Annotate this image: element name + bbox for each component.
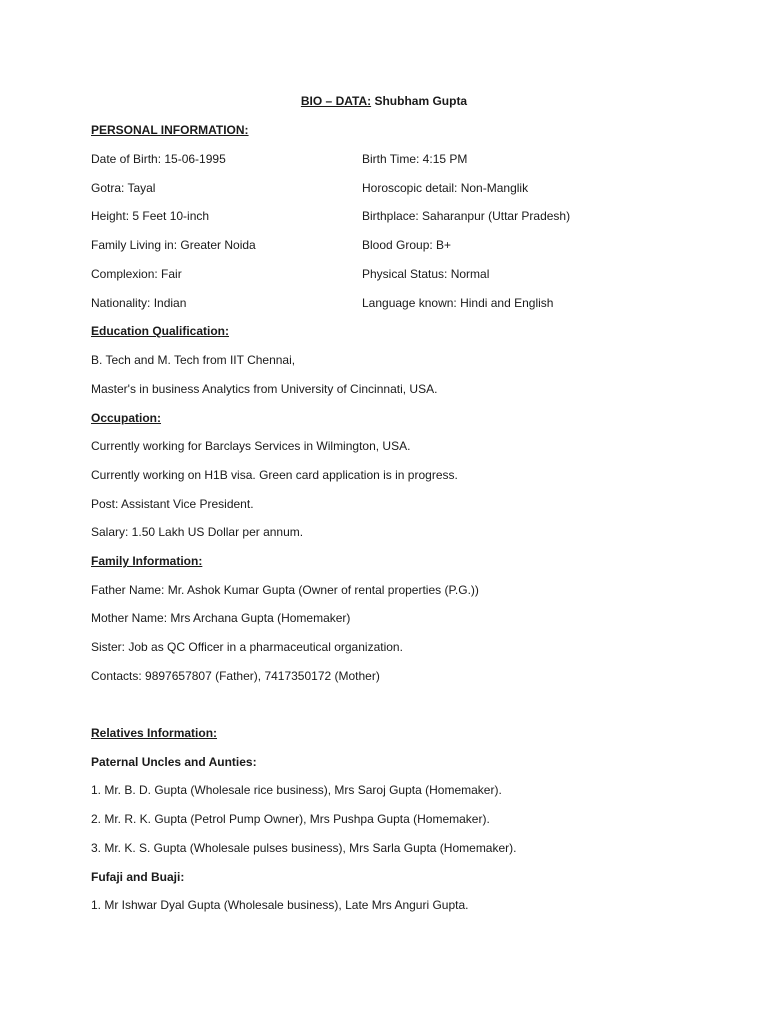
occupation-line: Currently working for Barclays Services in Wilmington, USA.: [91, 439, 411, 453]
family-line: Mother Name: Mrs Archana Gupta (Homemaker): [91, 611, 351, 625]
relative-line: 2. Mr. R. K. Gupta (Petrol Pump Owner), Mrs Pushpa Gupta (Homemaker).: [91, 812, 490, 826]
occupation-heading: Occupation:: [91, 411, 162, 425]
education-line: Master's in business Analytics from University of Cincinnati, USA.: [91, 382, 438, 396]
gotra: Gotra: Tayal: [91, 181, 156, 195]
family-living-in: Family Living in: Greater Noida: [91, 238, 256, 252]
horoscopic-detail: Horoscopic detail: Non-Manglik: [362, 181, 529, 195]
family-line: Father Name: Mr. Ashok Kumar Gupta (Owner of rental properties (P.G.)): [91, 583, 479, 597]
relative-line: 1. Mr Ishwar Dyal Gupta (Wholesale business), Late Mrs Anguri Gupta.: [91, 898, 469, 912]
family-line: Contacts: 9897657807 (Father), 7417350172 (Mother): [91, 669, 380, 683]
relative-line: 1. Mr. B. D. Gupta (Wholesale rice business), Mrs Saroj Gupta (Homemaker).: [91, 783, 502, 797]
birth-time: Birth Time: 4:15 PM: [362, 152, 468, 166]
paternal-heading: Paternal Uncles and Aunties:: [91, 755, 257, 769]
blood-group: Blood Group: B+: [362, 238, 452, 252]
nationality: Nationality: Indian: [91, 296, 187, 310]
occupation-line: Post: Assistant Vice President.: [91, 497, 254, 511]
personal-information-heading: PERSONAL INFORMATION:: [91, 123, 249, 137]
family-heading: Family Information:: [91, 554, 203, 568]
relative-line: 3. Mr. K. S. Gupta (Wholesale pulses business), Mrs Sarla Gupta (Homemaker).: [91, 841, 517, 855]
relatives-heading: Relatives Information:: [91, 726, 218, 740]
date-of-birth: Date of Birth: 15-06-1995: [91, 152, 226, 166]
education-heading: Education Qualification:: [91, 324, 230, 338]
birthplace: Birthplace: Saharanpur (Uttar Pradesh): [362, 209, 571, 223]
fufaji-heading: Fufaji and Buaji:: [91, 870, 185, 884]
education-line: B. Tech and M. Tech from IIT Chennai,: [91, 353, 296, 367]
occupation-line: Currently working on H1B visa. Green card application is in progress.: [91, 468, 458, 482]
complexion: Complexion: Fair: [91, 267, 182, 281]
title-label: BIO – DATA:: [300, 94, 372, 108]
document-title: [0, 94, 768, 108]
occupation-line: Salary: 1.50 Lakh US Dollar per annum.: [91, 525, 304, 539]
family-line: Sister: Job as QC Officer in a pharmaceutical organization.: [91, 640, 403, 654]
title-name: Shubham Gupta: [371, 94, 468, 108]
physical-status: Physical Status: Normal: [362, 267, 490, 281]
height: Height: 5 Feet 10-inch: [91, 209, 210, 223]
language-known: Language known: Hindi and English: [362, 296, 554, 310]
